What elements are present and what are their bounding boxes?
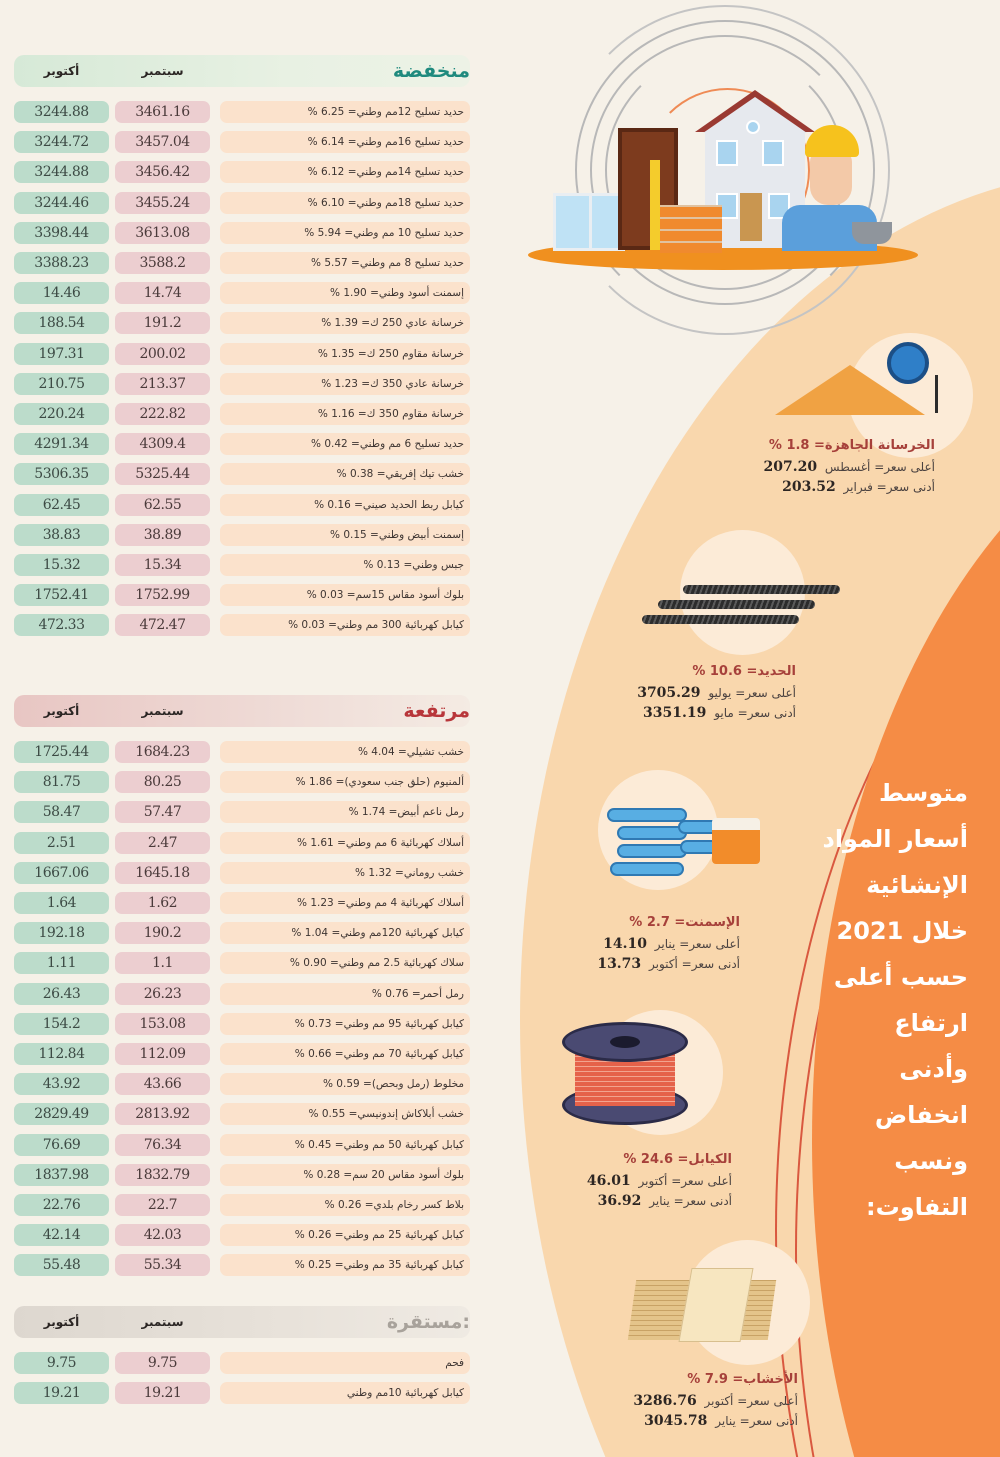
october-value: 3244.72 — [14, 131, 109, 153]
column-header-october: أكتوبر — [43, 704, 80, 718]
column-header-september: سبتمبر — [141, 64, 184, 78]
cement-bag-icon — [617, 826, 687, 840]
summary-title: الكيابل= 24.6 % — [623, 1152, 732, 1167]
table-row — [14, 218, 470, 248]
table-row — [14, 429, 470, 459]
september-value: 22.7 — [115, 1194, 210, 1216]
table-row — [14, 580, 470, 610]
summary-title: الحديد= 10.6 % — [692, 664, 796, 679]
september-value: 2.47 — [115, 832, 210, 854]
material-name: حديد تسليح 8 مم وطني= 5.57 % — [220, 252, 470, 274]
table-row — [14, 610, 470, 640]
october-value: 188.54 — [14, 312, 109, 334]
table-row — [14, 1220, 470, 1250]
september-value: 3613.08 — [115, 222, 210, 244]
october-value: 1.11 — [14, 952, 109, 974]
october-value: 1752.41 — [14, 584, 109, 606]
table-body — [14, 1348, 470, 1408]
material-name: مخلوط (رمل وبحص)= 0.59 % — [220, 1073, 470, 1095]
october-value: 9.75 — [14, 1352, 109, 1374]
material-name: كيابل كهربائية 10مم وطني — [220, 1382, 470, 1404]
september-value: 14.74 — [115, 282, 210, 304]
summary-wood — [598, 1372, 798, 1433]
summary-low: أدنى سعر= يناير 3045.78 — [644, 1413, 798, 1429]
summary-low: أدنى سعر= مايو 3351.19 — [643, 705, 796, 721]
cable-spool-hole — [610, 1036, 640, 1048]
house-window-icon — [762, 140, 784, 166]
october-value: 3388.23 — [14, 252, 109, 274]
table-row — [14, 797, 470, 827]
material-name: بلوك أسود مقاس 15سم= 0.03 % — [220, 584, 470, 606]
september-value: 200.02 — [115, 343, 210, 365]
september-value: 5325.44 — [115, 463, 210, 485]
table-row — [14, 399, 470, 429]
september-value: 57.47 — [115, 801, 210, 823]
october-value: 58.47 — [14, 801, 109, 823]
september-value: 76.34 — [115, 1134, 210, 1156]
table-header — [14, 1306, 470, 1338]
material-name: إسمنت أسود وطني= 1.90 % — [220, 282, 470, 304]
october-value: 81.75 — [14, 771, 109, 793]
material-name: حديد تسليح 10 مم وطني= 5.94 % — [220, 222, 470, 244]
table-row — [14, 248, 470, 278]
summary-iron — [596, 664, 796, 725]
september-value: 1752.99 — [115, 584, 210, 606]
table-body — [14, 97, 470, 640]
material-name: كيابل كهربائية 35 مم وطني= 0.25 % — [220, 1254, 470, 1276]
increased-prices-table — [14, 695, 470, 1280]
october-value: 210.75 — [14, 373, 109, 395]
october-value: 5306.35 — [14, 463, 109, 485]
material-name: حديد تسليح 6 مم وطني= 0.42 % — [220, 433, 470, 455]
october-value: 154.2 — [14, 1013, 109, 1035]
material-name: بلاط كسر رخام بلدي= 0.26 % — [220, 1194, 470, 1216]
september-value: 3457.04 — [115, 131, 210, 153]
column-header-september: سبتمبر — [141, 704, 184, 718]
table-header — [14, 55, 470, 87]
title-line: أسعار المواد — [822, 825, 968, 853]
material-name: سلاك كهربائية 2.5 مم وطني= 0.90 % — [220, 952, 470, 974]
material-name: خشب أبلاكاش إندونيسي= 0.55 % — [220, 1103, 470, 1125]
october-value: 19.21 — [14, 1382, 109, 1404]
material-name: خرسانة عادي 350 ك= 1.23 % — [220, 373, 470, 395]
material-name: كيابل كهربائية 70 مم وطني= 0.66 % — [220, 1043, 470, 1065]
september-value: 1645.18 — [115, 862, 210, 884]
material-name: بلوك أسود مقاس 20 سم= 0.28 % — [220, 1164, 470, 1186]
september-value: 55.34 — [115, 1254, 210, 1276]
rebar-icon — [642, 615, 799, 624]
october-value: 3244.88 — [14, 161, 109, 183]
table-row — [14, 97, 470, 127]
material-name: إسمنت أبيض وطني= 0.15 % — [220, 524, 470, 546]
september-value: 472.47 — [115, 614, 210, 636]
october-value: 1837.98 — [14, 1164, 109, 1186]
table-row — [14, 948, 470, 978]
september-value: 19.21 — [115, 1382, 210, 1404]
september-value: 80.25 — [115, 771, 210, 793]
window-icon — [553, 193, 625, 251]
stable-prices-table — [14, 1306, 470, 1408]
table-row — [14, 369, 470, 399]
column-header-september: سبتمبر — [141, 1315, 184, 1329]
october-value: 220.24 — [14, 403, 109, 425]
bricks-icon — [660, 205, 722, 253]
table-row — [14, 278, 470, 308]
material-name: حديد تسليح 12مم وطني= 6.25 % — [220, 101, 470, 123]
summary-high: أعلى سعر= يناير 14.10 — [603, 936, 740, 952]
summary-cables — [532, 1152, 732, 1213]
october-value: 197.31 — [14, 343, 109, 365]
material-name: خرسانة مقاوم 250 ك= 1.35 % — [220, 343, 470, 365]
wheelbarrow-icon — [852, 222, 892, 244]
table-row — [14, 489, 470, 519]
table-row — [14, 520, 470, 550]
october-value: 2.51 — [14, 832, 109, 854]
summary-high: أعلى سعر= أكتوبر 3286.76 — [633, 1393, 798, 1409]
material-name: رمل أحمر= 0.76 % — [220, 983, 470, 1005]
summary-low: أدنى سعر= أكتوبر 13.73 — [597, 956, 740, 972]
summary-title: الإسمنت= 2.7 % — [629, 915, 740, 930]
title-line: خلال 2021 — [836, 917, 968, 945]
summary-high: أعلى سعر= أغسطس 207.20 — [763, 459, 935, 475]
table-row — [14, 1348, 470, 1378]
october-value: 38.83 — [14, 524, 109, 546]
material-name: ألمنيوم (حلق جنب سعودي)= 1.86 % — [220, 771, 470, 793]
october-value: 62.45 — [14, 494, 109, 516]
september-value: 2813.92 — [115, 1103, 210, 1125]
rebar-icon — [683, 585, 840, 594]
october-value: 42.14 — [14, 1224, 109, 1246]
october-value: 15.32 — [14, 554, 109, 576]
table-row — [14, 1069, 470, 1099]
construction-illustration — [520, 0, 1000, 320]
table-row — [14, 979, 470, 1009]
september-value: 15.34 — [115, 554, 210, 576]
table-row — [14, 828, 470, 858]
september-value: 153.08 — [115, 1013, 210, 1035]
material-name: خشب تشيلي= 4.04 % — [220, 741, 470, 763]
october-value: 43.92 — [14, 1073, 109, 1095]
september-value: 3455.24 — [115, 192, 210, 214]
table-title: مستقرة: — [386, 1311, 470, 1333]
material-name: فحم — [220, 1352, 470, 1374]
september-value: 26.23 — [115, 983, 210, 1005]
october-value: 55.48 — [14, 1254, 109, 1276]
september-value: 213.37 — [115, 373, 210, 395]
table-row — [14, 1250, 470, 1280]
table-row — [14, 737, 470, 767]
september-value: 42.03 — [115, 1224, 210, 1246]
table-row — [14, 1190, 470, 1220]
september-value: 62.55 — [115, 494, 210, 516]
october-value: 112.84 — [14, 1043, 109, 1065]
worker-head-icon — [810, 150, 852, 205]
title-line: الإنشائية — [866, 871, 968, 899]
october-value: 4291.34 — [14, 433, 109, 455]
material-name: جبس وطني= 0.13 % — [220, 554, 470, 576]
material-name: كيابل ربط الحديد صيني= 0.16 % — [220, 494, 470, 516]
cement-bag-icon — [610, 862, 684, 876]
material-name: كيابل كهربائية 120مم وطني= 1.04 % — [220, 922, 470, 944]
october-value: 192.18 — [14, 922, 109, 944]
table-row — [14, 188, 470, 218]
september-value: 222.82 — [115, 403, 210, 425]
september-value: 1832.79 — [115, 1164, 210, 1186]
october-value: 3398.44 — [14, 222, 109, 244]
october-value: 1.64 — [14, 892, 109, 914]
september-value: 4309.4 — [115, 433, 210, 455]
september-value: 1.62 — [115, 892, 210, 914]
summary-ready-concrete — [735, 438, 935, 499]
september-value: 1.1 — [115, 952, 210, 974]
october-value: 22.76 — [14, 1194, 109, 1216]
table-row — [14, 1129, 470, 1159]
material-name: أسلاك كهربائية 4 مم وطني= 1.23 % — [220, 892, 470, 914]
table-row — [14, 858, 470, 888]
title-line: ارتفاع — [894, 1009, 968, 1037]
title-line: حسب أعلى — [833, 963, 968, 991]
mixer-leg — [935, 375, 938, 413]
table-row — [14, 1039, 470, 1069]
table-row — [14, 918, 470, 948]
table-row — [14, 1378, 470, 1408]
material-name: كيابل كهربائية 50 مم وطني= 0.45 % — [220, 1134, 470, 1156]
round-window-icon — [746, 120, 760, 134]
summary-high: أعلى سعر= يوليو 3705.29 — [637, 685, 796, 701]
september-value: 43.66 — [115, 1073, 210, 1095]
material-name: خشب روماني= 1.32 % — [220, 862, 470, 884]
table-header — [14, 695, 470, 727]
decreased-prices-table — [14, 55, 470, 640]
october-value: 3244.88 — [14, 101, 109, 123]
column-header-october: أكتوبر — [43, 1315, 80, 1329]
october-value: 26.43 — [14, 983, 109, 1005]
title-line: وأدنى — [899, 1055, 968, 1083]
material-name: كيابل كهربائية 300 مم وطني= 0.03 % — [220, 614, 470, 636]
october-value: 76.69 — [14, 1134, 109, 1156]
house-window-icon — [716, 140, 738, 166]
summary-title: الأخشاب= 7.9 % — [687, 1372, 798, 1387]
september-value: 3588.2 — [115, 252, 210, 274]
material-name: كيابل كهربائية 95 مم وطني= 0.73 % — [220, 1013, 470, 1035]
table-body — [14, 737, 470, 1280]
october-value: 2829.49 — [14, 1103, 109, 1125]
table-row — [14, 339, 470, 369]
spirit-level-icon — [650, 160, 660, 250]
material-name: حديد تسليح 18مم وطني= 6.10 % — [220, 192, 470, 214]
open-cement-bag-icon — [712, 818, 760, 864]
table-row — [14, 459, 470, 489]
material-name: حديد تسليح 14مم وطني= 6.12 % — [220, 161, 470, 183]
summary-low: أدنى سعر= فبراير 203.52 — [782, 479, 935, 495]
table-row — [14, 157, 470, 187]
material-name: رمل ناعم أبيض= 1.74 % — [220, 801, 470, 823]
september-value: 3456.42 — [115, 161, 210, 183]
title-line: التفاوت: — [866, 1193, 968, 1221]
material-name: أسلاك كهربائية 6 مم وطني= 1.61 % — [220, 832, 470, 854]
september-value: 191.2 — [115, 312, 210, 334]
table-row — [14, 127, 470, 157]
wood-plank-icon — [678, 1268, 753, 1342]
september-value: 112.09 — [115, 1043, 210, 1065]
material-name: خشب تيك إفريقي= 0.38 % — [220, 463, 470, 485]
summary-cement — [540, 915, 740, 976]
september-value: 3461.16 — [115, 101, 210, 123]
concrete-mixer-icon — [887, 342, 929, 384]
september-value: 190.2 — [115, 922, 210, 944]
material-name: حديد تسليح 16مم وطني= 6.14 % — [220, 131, 470, 153]
september-value: 1684.23 — [115, 741, 210, 763]
september-value: 38.89 — [115, 524, 210, 546]
table-title: مرتفعة — [403, 700, 470, 722]
october-value: 472.33 — [14, 614, 109, 636]
october-value: 1725.44 — [14, 741, 109, 763]
october-value: 3244.46 — [14, 192, 109, 214]
house-door-icon — [740, 193, 762, 241]
summary-title: الخرسانة الجاهزة= 1.8 % — [768, 438, 935, 453]
september-value: 9.75 — [115, 1352, 210, 1374]
title-line: ونسب — [894, 1147, 968, 1175]
material-name: خرسانة عادي 250 ك= 1.39 % — [220, 312, 470, 334]
table-title: منخفضة — [392, 60, 470, 82]
cement-bag-icon — [617, 844, 687, 858]
table-row — [14, 1160, 470, 1190]
table-row — [14, 1099, 470, 1129]
summary-high: أعلى سعر= أكتوبر 46.01 — [586, 1173, 732, 1189]
cement-bag-icon — [607, 808, 687, 822]
title-line: متوسط — [878, 779, 968, 807]
material-name: كيابل كهربائية 25 مم وطني= 0.26 % — [220, 1224, 470, 1246]
table-row — [14, 888, 470, 918]
table-row — [14, 550, 470, 580]
rebar-icon — [658, 600, 815, 609]
main-title — [818, 770, 968, 1230]
table-row — [14, 308, 470, 338]
october-value: 1667.06 — [14, 862, 109, 884]
table-row — [14, 767, 470, 797]
summary-low: أدنى سعر= يناير 36.92 — [597, 1193, 732, 1209]
column-header-october: أكتوبر — [43, 64, 80, 78]
title-line: انخفاض — [874, 1101, 968, 1129]
table-row — [14, 1009, 470, 1039]
material-name: خرسانة مقاوم 350 ك= 1.16 % — [220, 403, 470, 425]
october-value: 14.46 — [14, 282, 109, 304]
